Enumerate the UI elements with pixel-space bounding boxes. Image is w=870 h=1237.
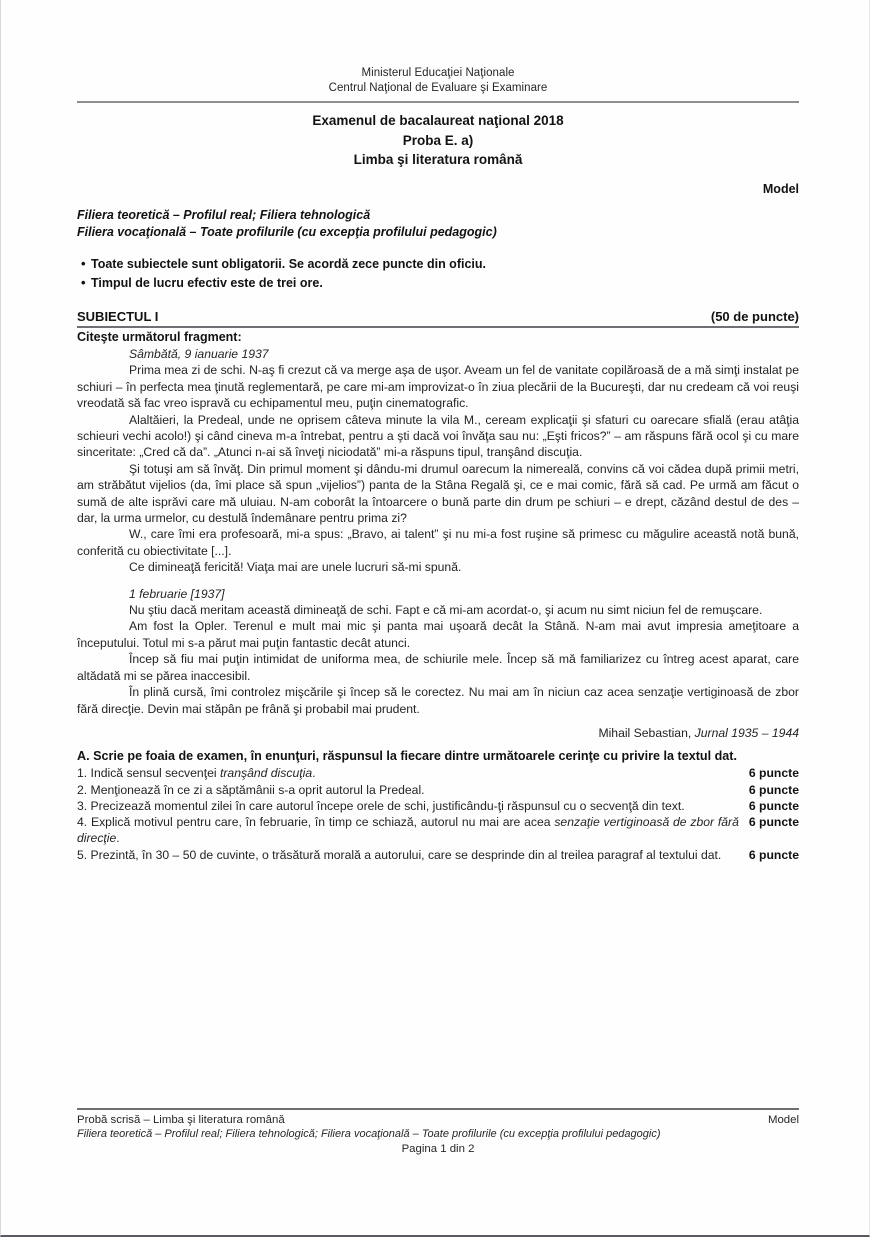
requirement-points: 6 puncte (748, 782, 799, 797)
filiera-block (77, 207, 799, 241)
bullet-dot-icon: • (81, 255, 86, 271)
fragment-date-second: 1 februarie [1937] (129, 586, 225, 601)
ministry-name: Ministerul Educaţiei Naţionale (361, 67, 515, 79)
fragment-date-first: Sâmbătă, 9 ianuarie 1937 (129, 346, 269, 361)
fragment-paragraph: Prima mea zi de schi. N-aş fi crezut că va merge aşa de uşor. Aveam un fel de vanitate copilăroasă de a mă simţi instalat pe schiuri – în perfecta mea ţinută reglementară, pe care mi-am improvizat-o în ziua plecării de la Bucureşti, dar nu credeam că voi reuşi vreodată să fac vreo ispravă cu echipamentul meu, puţin cinematografic. (77, 363, 799, 411)
requirement-number: 5. (77, 847, 88, 862)
subject-points: (50 de puncte) (710, 308, 799, 324)
bullet-dot-icon: • (81, 274, 86, 290)
footer-model-label: Model (767, 1114, 799, 1126)
footer-exam-label: Probă scrisă – Limba şi literatura română (77, 1114, 285, 1126)
fragment-paragraph: Am fost la Opler. Terenul e mult mai mic şi panta mai uşoară decât la Stână. N-am mai avut impresia ameţitoare a începutului. Totul mi s-a părut mai puţin fantastic decât atunci. (77, 619, 799, 650)
requirement-text-italic: tranşând discuţia (219, 766, 313, 781)
requirement-number: 2. (77, 782, 88, 797)
exam-title-line-3: Limba şi literatura română (353, 152, 523, 168)
requirement-text: Indică sensul secvenţei (87, 766, 220, 781)
requirement-number: 3. (77, 798, 88, 813)
footer-top-row (77, 1114, 799, 1126)
page-content-area (77, 0, 799, 1235)
requirement-item (77, 814, 799, 847)
model-label: Model (762, 181, 799, 196)
exam-title-line-1: Examenul de bacalaureat naţional 2018 (312, 112, 564, 128)
requirement-text-tail: . (116, 831, 120, 846)
requirement-item (77, 765, 799, 781)
footer-divider-rule (77, 1108, 799, 1110)
fragment-paragraph: Alaltăieri, la Predeal, unde ne oprisem câteva minute la vila M., ceream explicaţii şi sfaturi cu oarecare sfială (erau atâţia schieuri vechi acolo!) şi când cineva m-a întrebat, pentru a şti dacă voi învăţa sau nu: „Eşti fricos?” – am răspuns fără ocol şi cu mare sinceritate: „Cred că da”. „Atunci n-ai să înveţi niciodată” mi-a răspuns tipul, tranşând discuţia. (77, 412, 799, 460)
fragment-paragraph: Ce dimineaţă fericită! Viaţa mai are unele lucruri să-mi spună. (129, 560, 462, 575)
instruction-text: Timpul de lucru efectiv este de trei ore. (91, 275, 323, 290)
fragment-paragraph: Nu ştiu dacă meritam această dimineaţă de schi. Fapt e că mi-am acordat-o, şi acum nu simt niciun fel de remuşcare. (129, 603, 763, 618)
requirement-points: 6 puncte (748, 798, 799, 813)
filiera-line-2: Filiera vocaţională – Toate profilurile (cu excepţia profilului pedagogic) (77, 224, 497, 239)
requirement-text-italic: senzaţie vertiginoasă de zbor fără direcţie (77, 815, 739, 846)
fragment-paragraph: Încep să fiu mai puţin intimidat de uniforma mea, de schiurile mele. Încep să mă familiarizez cu întreg acest aparat, care altădată mi se părea inaccesibil. (77, 652, 799, 683)
requirement-text: Menţionează în ce zi a săptămânii s-a oprit autorul la Predeal. (87, 782, 425, 797)
fragment-paragraph: W., care îmi era profesoară, mi-a spus: „Bravo, ai talent” şi nu mi-a fost ruşine să primesc cu măgulire această notă bună, conferită cu obiectivitate [...]. (77, 527, 799, 558)
footer-filiera-line: Filiera teoretică – Profilul real; Filiera tehnologică; Filiera vocaţională – Toate profilurile (cu excepţia profilului pedagogic) (77, 1128, 661, 1140)
read-fragment-prompt: Citeşte următorul fragment: (77, 329, 242, 344)
requirement-item (77, 847, 799, 863)
requirement-text: Precizează momentul zilei în care autorul începe orele de schi, justificându-ţi răspunsul cu o secvenţă din text. (87, 798, 685, 813)
instruction-item (77, 255, 799, 274)
requirements-heading: A. Scrie pe foaia de examen, în enunţuri, răspunsul la fiecare dintre următoarele cerinţe cu privire la textul dat. (77, 748, 737, 763)
header-divider-rule (77, 101, 799, 103)
requirement-points: 6 puncte (748, 847, 799, 862)
requirement-item (77, 782, 799, 798)
requirement-text: Prezintă, în 30 – 50 de cuvinte, o trăsătură morală a autorului, care se desprinde din al treilea paragraf al textului dat. (87, 847, 722, 862)
attribution-work-title: Jurnal 1935 – 1944 (694, 725, 799, 740)
requirement-number: 1. (77, 766, 88, 781)
requirement-number: 4. (77, 815, 88, 830)
instruction-item (77, 274, 799, 293)
instructions-bullet-list (77, 255, 799, 293)
fragment-paragraph: În plină cursă, îmi controlez mişcările şi încep să le corectez. Nu mai am în niciun caz acea senzaţie vertiginoasă de zbor fără direcţie. Devin mai stăpân pe frână şi probabil mai prudent. (77, 685, 799, 716)
fragment-paragraph: Şi totuşi am să învăţ. Din primul moment şi dându-mi drumul oarecum la nimereală, convins că voi cădea după primii metri, am străbătut vijelios (da, îmi place să spun „vijelios”) panta de la Stâna Regală şi, ce e mai comic, fără să cad. Pe urmă am făcut o sumă de alte isprăvi care mă uluiau. N-am coborât la întoarcere o bună parte din drum pe schiuri – e drept, căzând destul de des – dar, la urma urmelor, cu destulă îndemânare pentru prima zi? (77, 461, 799, 526)
ministry-header (77, 0, 799, 96)
requirement-points: 6 puncte (748, 815, 799, 830)
fragment-attribution (77, 726, 799, 740)
subject-divider-rule (77, 326, 799, 328)
exam-title (77, 111, 799, 170)
requirement-points: 6 puncte (748, 766, 799, 781)
instruction-text: Toate subiectele sunt obligatorii. Se acordă zece puncte din oficiu. (91, 256, 486, 271)
requirement-text-tail: . (312, 766, 316, 781)
page-footer (77, 1108, 799, 1155)
filiera-line-1: Filiera teoretică – Profilul real; Filiera tehnologică (77, 207, 371, 222)
subject-heading-row (77, 309, 799, 324)
requirement-text: Explică motivul pentru care, în februarie, în timp ce schiază, autorul nu mai are acea (87, 815, 555, 830)
literary-fragment (77, 346, 799, 717)
footer-page-number: Pagina 1 din 2 (401, 1143, 475, 1155)
requirement-item (77, 798, 799, 814)
attribution-author: Mihail Sebastian, (598, 725, 695, 740)
exam-title-line-2: Proba E. a) (402, 132, 474, 148)
evaluation-center-name: Centrul Naţional de Evaluare şi Examinare (328, 81, 548, 94)
subject-title: SUBIECTUL I (77, 308, 159, 324)
requirements-list (77, 765, 799, 863)
